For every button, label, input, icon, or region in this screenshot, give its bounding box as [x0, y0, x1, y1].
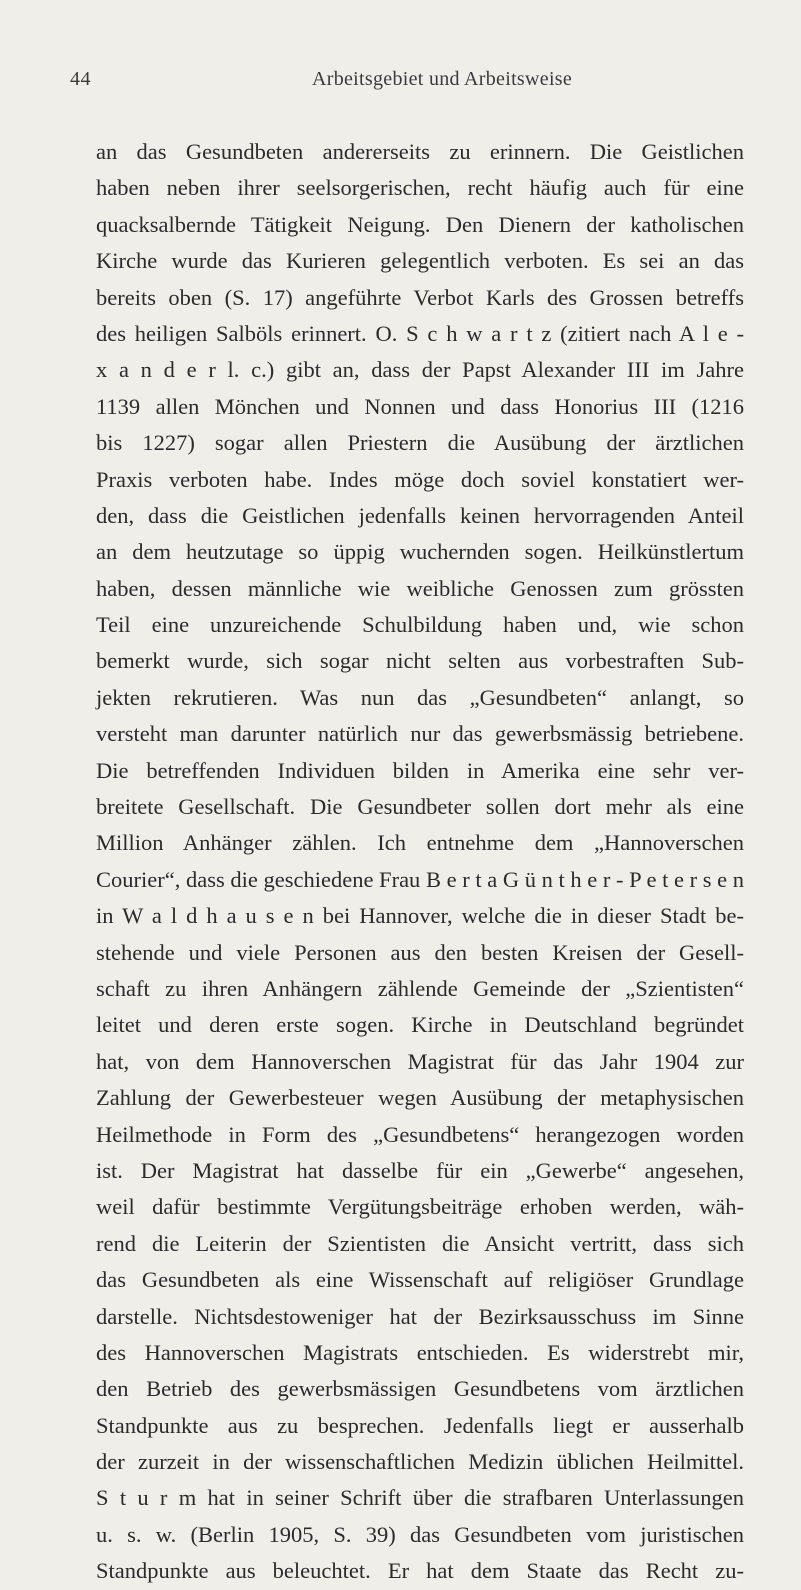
running-head [0, 68, 801, 96]
text-line: Heilmethode in Form des „Gesundbetens“ herangezogen worden [96, 1121, 744, 1147]
text-line: Million Anhänger zählen. Ich entnehme dem „Hannoverschen [96, 830, 744, 856]
text-line: breitete Gesellschaft. Die Gesundbeter sollen dort mehr als eine [96, 794, 744, 820]
text-line: den Betrieb des gewerbsmässigen Gesundbetens vom ärztlichen [96, 1376, 744, 1402]
running-title: Arbeitsgebiet und Arbeitsweise [312, 68, 573, 90]
text-line: Standpunkte aus beleuchtet. Er hat dem Staate das Recht zu- [96, 1558, 744, 1584]
text-line: rend die Leiterin der Szientisten die Ansicht vertritt, dass sich [96, 1230, 744, 1256]
text-line: S t u r m hat in seiner Schrift über die strafbaren Unterlassungen [96, 1485, 744, 1511]
text-line: Courier“, dass die geschiedene Frau B e r t a G ü n t h e r - P e t e r s e n [96, 866, 744, 892]
text-line: weil dafür bestimmte Vergütungsbeiträge erhoben werden, wäh- [96, 1194, 744, 1220]
text-line: stehende und viele Personen aus den besten Kreisen der Gesell- [96, 939, 744, 965]
text-line: jekten rekrutieren. Was nun das „Gesundbeten“ anlangt, so [96, 684, 744, 710]
text-line: bemerkt wurde, sich sogar nicht selten aus vorbestraften Sub- [96, 648, 744, 674]
text-line: Die betreffenden Individuen bilden in Amerika eine sehr ver- [96, 757, 744, 783]
text-line: darstelle. Nichtsdestoweniger hat der Bezirksausschuss im Sinne [96, 1303, 744, 1329]
page-number: 44 [70, 68, 91, 90]
text-line: bis 1227) sogar allen Priestern die Ausübung der ärztlichen [96, 430, 744, 456]
text-line: schaft zu ihren Anhängern zählende Gemeinde der „Szientisten“ [96, 975, 744, 1001]
text-line: ist. Der Magistrat hat dasselbe für ein „Gewerbe“ angesehen, [96, 1157, 744, 1183]
text-line: 1139 allen Mönchen und Nonnen und dass Honorius III (1216 [96, 393, 744, 419]
text-line: Standpunkte aus zu besprechen. Jedenfalls liegt er ausserhalb [96, 1412, 744, 1438]
text-line: u. s. w. (Berlin 1905, S. 39) das Gesundbeten vom juristischen [96, 1521, 744, 1547]
text-line: in W a l d h a u s e n bei Hannover, welche die in dieser Stadt be- [96, 903, 744, 929]
text-line: an das Gesundbeten andererseits zu erinnern. Die Geistlichen [96, 139, 744, 164]
text-line: Praxis verboten habe. Indes möge doch soviel konstatiert wer- [96, 466, 744, 492]
text-line: des Hannoverschen Magistrats entschieden. Es widerstrebt mir, [96, 1339, 744, 1365]
text-line: der zurzeit in der wissenschaftlichen Medizin üblichen Heilmittel. [96, 1449, 744, 1475]
text-line: quacksalbernde Tätigkeit Neigung. Den Dienern der katholischen [96, 211, 744, 237]
text-line: bereits oben (S. 17) angeführte Verbot Karls des Grossen betreffs [96, 284, 744, 310]
text-line: das Gesundbeten als eine Wissenschaft auf religiöser Grundlage [96, 1267, 744, 1293]
body-text [96, 134, 744, 1590]
text-line: des heiligen Salböls erinnert. O. S c h w a r t z (zitiert nach A l e - [96, 320, 744, 346]
text-line: versteht man darunter natürlich nur das gewerbsmässig betriebene. [96, 721, 744, 747]
text-line: Zahlung der Gewerbesteuer wegen Ausübung der metaphysischen [96, 1085, 744, 1111]
text-line: leitet und deren erste sogen. Kirche in Deutschland begründet [96, 1012, 744, 1038]
text-line: haben, dessen männliche wie weibliche Genossen zum grössten [96, 575, 744, 601]
text-line: Teil eine unzureichende Schulbildung haben und, wie schon [96, 612, 744, 638]
text-line: x a n d e r l. c.) gibt an, dass der Papst Alexander III im Jahre [96, 357, 744, 383]
text-line: hat, von dem Hannoverschen Magistrat für das Jahr 1904 zur [96, 1048, 744, 1074]
text-line: Kirche wurde das Kurieren gelegentlich verboten. Es sei an das [96, 248, 744, 274]
text-line: haben neben ihrer seelsorgerischen, recht häufig auch für eine [96, 175, 744, 201]
text-line: an dem heutzutage so üppig wuchernden sogen. Heilkünstlertum [96, 539, 744, 565]
text-line: den, dass die Geistlichen jedenfalls keinen hervorragenden Anteil [96, 502, 744, 528]
